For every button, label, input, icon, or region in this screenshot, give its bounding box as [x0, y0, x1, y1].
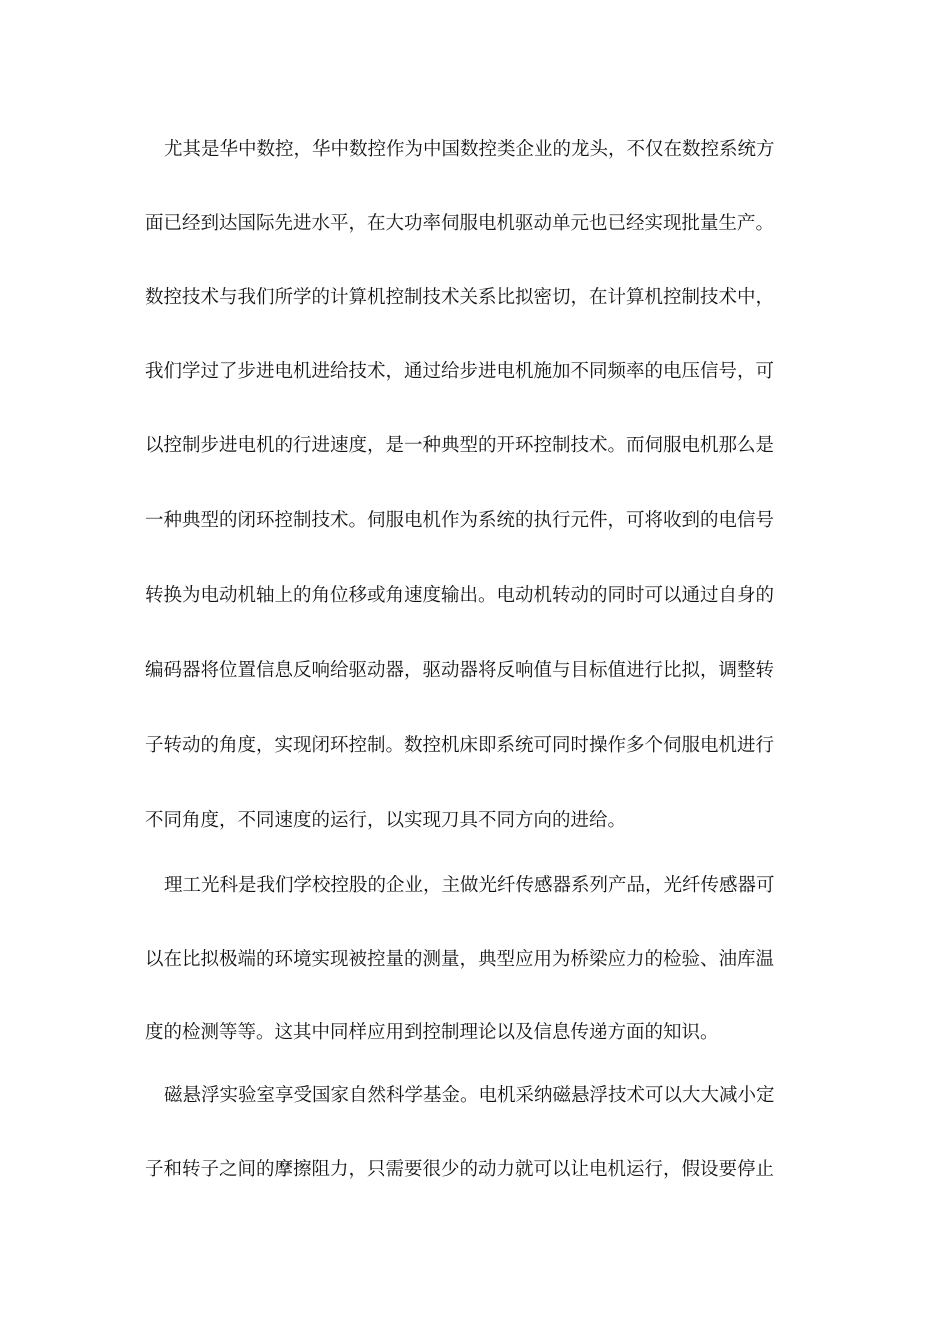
paragraph-1-line-10: 不同角度，不同速度的运行，以实现刀具不同方向的进给。: [145, 810, 627, 831]
paragraph-2-line-1: 理工光科是我们学校控股的企业，主做光纤传感器系列产品，光纤传感器可: [164, 875, 775, 896]
paragraph-2-line-3: 度的检测等等。这其中同样应用到控制理论以及信息传递方面的知识。: [145, 1022, 719, 1043]
paragraph-1-line-4: 我们学过了步进电机进给技术，通过给步进电机施加不同频率的电压信号，可: [145, 361, 775, 382]
paragraph-1-line-1: 尤其是华中数控，华中数控作为中国数控类企业的龙头，不仅在数控系统方: [164, 139, 775, 160]
paragraph-1-line-6: 一种典型的闭环控制技术。伺服电机作为系统的执行元件，可将收到的电信号: [145, 510, 775, 531]
paragraph-1-line-5: 以控制步进电机的行进速度，是一种典型的开环控制技术。而伺服电机那么是: [145, 435, 775, 456]
paragraph-1-line-8: 编码器将位置信息反响给驱动器，驱动器将反响值与目标值进行比拟，调整转: [145, 660, 775, 681]
paragraph-1-line-7: 转换为电动机轴上的角位移或角速度输出。电动机转动的同时可以通过自身的: [145, 585, 775, 606]
paragraph-2-line-2: 以在比拟极端的环境实现被控量的测量，典型应用为桥梁应力的检验、油库温: [145, 949, 775, 970]
paragraph-3-line-1: 磁悬浮实验室享受国家自然科学基金。电机采纳磁悬浮技术可以大大减小定: [164, 1085, 775, 1106]
paragraph-1-line-2: 面已经到达国际先进水平，在大功率伺服电机驱动单元也已经实现批量生产。: [145, 213, 775, 234]
paragraph-1-line-3: 数控技术与我们所学的计算机控制技术关系比拟密切，在计算机控制技术中，: [145, 287, 775, 308]
paragraph-3-line-2: 子和转子之间的摩擦阻力，只需要很少的动力就可以让电机运行，假设要停止: [145, 1159, 775, 1180]
paragraph-1-line-9: 子转动的角度，实现闭环控制。数控机床即系统可同时操作多个伺服电机进行: [145, 735, 775, 756]
